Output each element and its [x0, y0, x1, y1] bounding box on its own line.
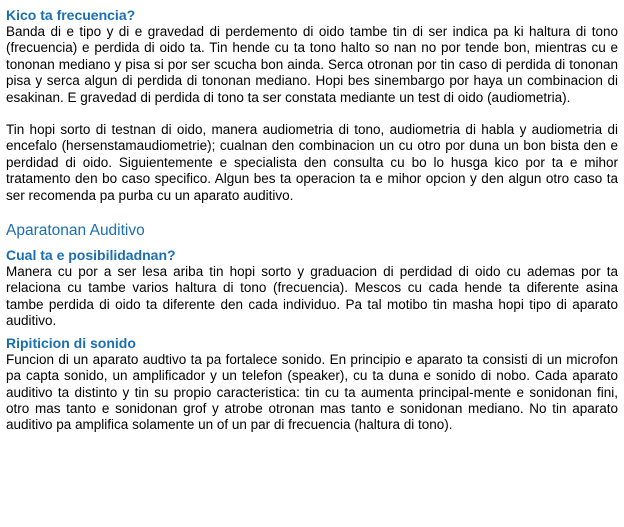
paragraph-frecuencia-2: Tin hopi sorto di testnan di oido, manera audiometria di tono, audiometria di habla y audiometria di encefalo (hersenstamaudiometrie); cualnan den combinacion un cu otro por duna un bon bista den e perdidad di oido. Siguientemente e specialista den consulta cu bo lo husga kico por ta e mihor tratamento den bo caso specifico. Algun bes ta operacion ta e mihor opcion y den algun otro caso ta ser recomenda pa purba cu un aparato auditivo. [6, 122, 618, 203]
paragraph-spacer [6, 106, 618, 122]
subsection-heading-posibilidadnan: Cual ta e posibilidadnan? [6, 247, 176, 264]
paragraph-posibilidadnan: Manera cu por a ser lesa ariba tin hopi sorto y graduacion di perdidad di oido cu ademas por ta relaciona cu tambe varios haltura di tono (frecuencia). Mescos cu cada hende ta diferente asina tambe perdida di oido ta diferente den cada individuo. Pa tal motibo tin masha hopi tipo di aparato auditivo. [6, 264, 618, 329]
heading-spacer [6, 240, 618, 247]
paragraph-ripiticion: Funcion di un aparato audtivo ta pa fortalece sonido. En principio e aparato ta consisti di un microfon pa capta sonido, un amplificador y un telefon (speaker), cu ta duna e sonido di nobo. Cada aparato auditivo ta distinto y tin su propio caracteristica: tin cu ta aumenta principal-mente e sonidonan fini, otro mas tanto e sonidonan grof y atrobe otronan mas tanto e sonidonan mediano. No tin aparato auditivo pa amplifica solamente un of un par di frecuencia (haltura di tono). [6, 351, 618, 433]
section-spacer [6, 204, 618, 222]
subsection-heading-ripiticion: Ripiticion di sonido [6, 334, 136, 351]
paragraph-frecuencia-1: Banda di e tipo y di e gravedad di perdemento di oido tambe tin di ser indica pa ki haltura di tono (frecuencia) e perdida di oido ta. Tin hende cu ta tono halto so nan no por tende bon, mientras cu e tononan mediano y pisa si por ser scucha bon ainda. Serca otronan por tin caso di perdida di tononan pisa y serca algun di perdida di tononan mediano. Hopi bes sinembargo por haya un combinacion di esakinan. E gravedad di perdida di tono ta ser constata mediante un test di oido (audiometria). [6, 24, 618, 105]
section-heading-frecuencia: Kico ta frecuencia? [6, 7, 136, 23]
chapter-title-aparatonan: Aparatonan Auditivo [6, 222, 145, 240]
